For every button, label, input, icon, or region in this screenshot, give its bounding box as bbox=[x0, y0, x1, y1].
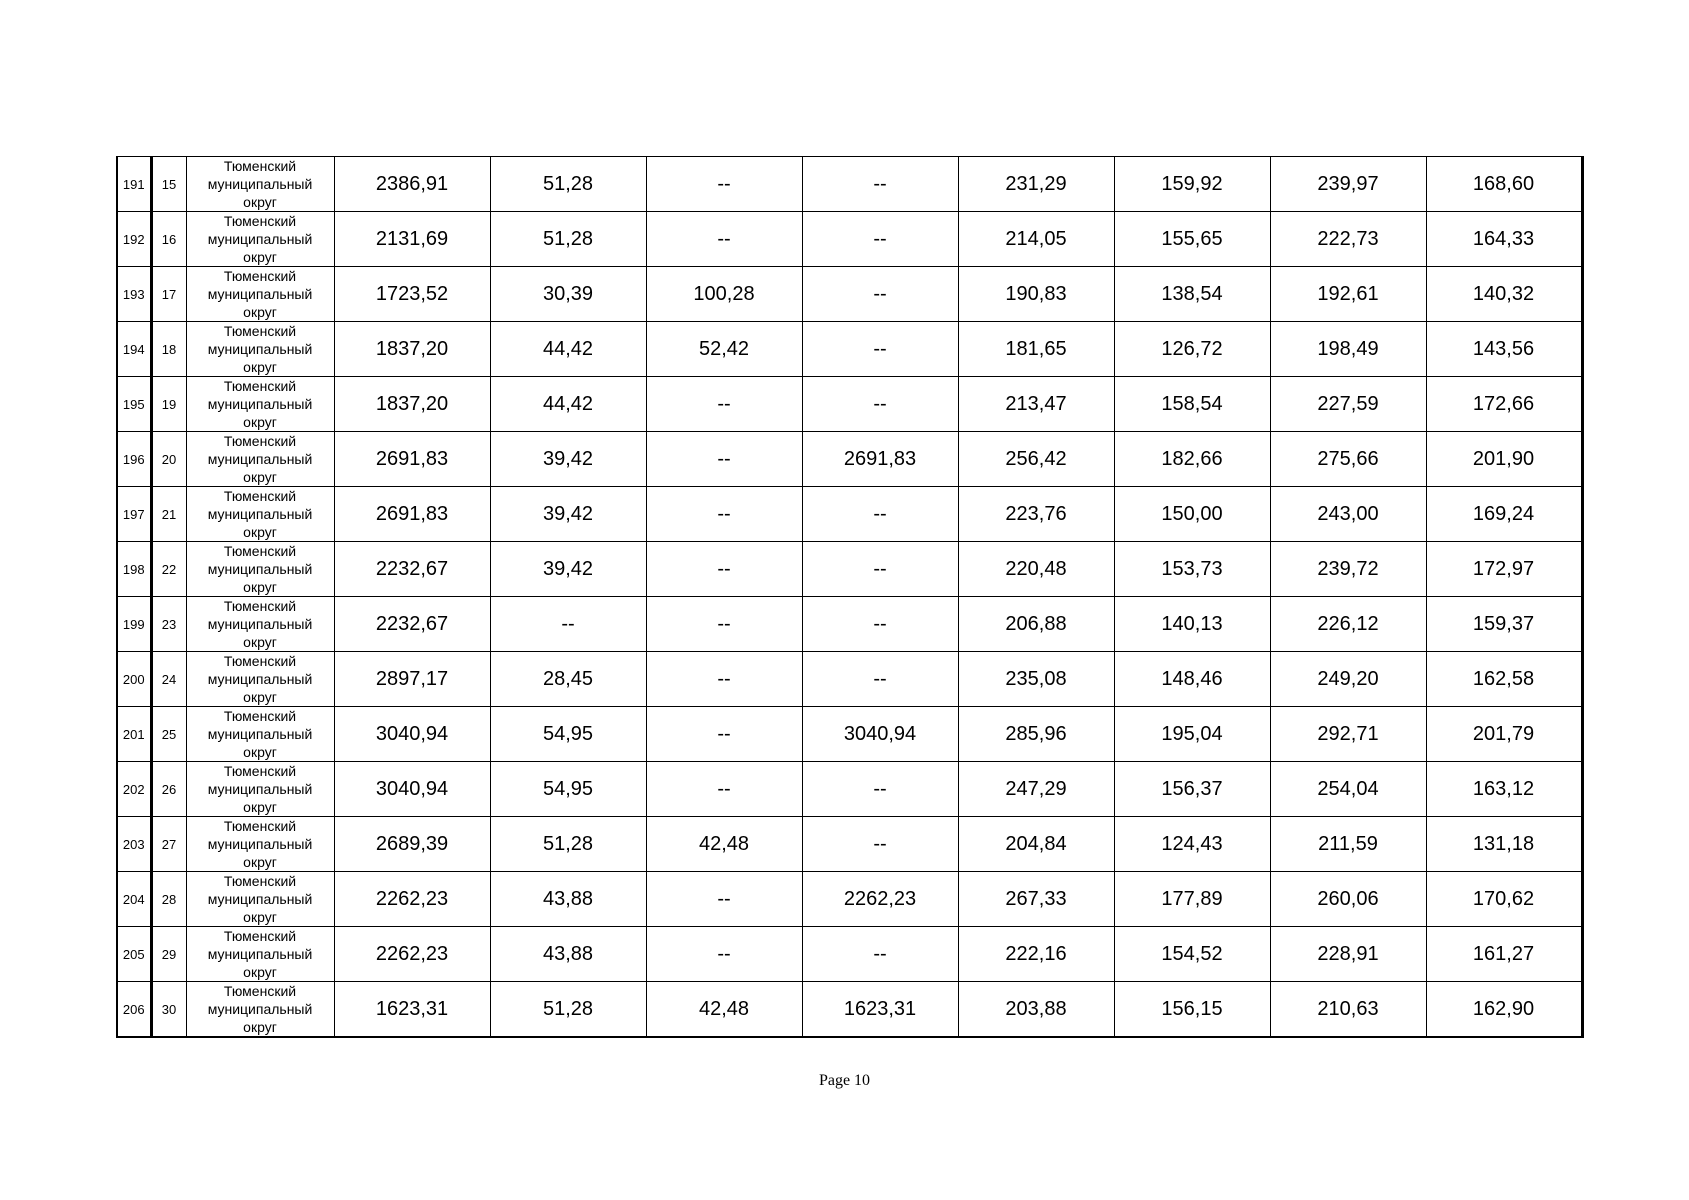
value-cell: 211,59 bbox=[1270, 817, 1426, 872]
row-index-cell: 202 bbox=[117, 762, 151, 817]
value-cell: 181,65 bbox=[958, 322, 1114, 377]
value-cell: 2691,83 bbox=[334, 432, 490, 487]
value-cell: 168,60 bbox=[1426, 157, 1582, 212]
value-cell: 51,28 bbox=[490, 212, 646, 267]
value-cell: 247,29 bbox=[958, 762, 1114, 817]
value-cell: -- bbox=[646, 542, 802, 597]
region-cell: Тюменский муниципальный округ bbox=[186, 982, 334, 1038]
value-cell: 51,28 bbox=[490, 817, 646, 872]
value-cell: 2262,23 bbox=[334, 872, 490, 927]
value-cell: 2131,69 bbox=[334, 212, 490, 267]
row-number-cell: 15 bbox=[151, 157, 186, 212]
region-cell: Тюменский муниципальный округ bbox=[186, 597, 334, 652]
value-cell: 42,48 bbox=[646, 982, 802, 1038]
region-cell: Тюменский муниципальный округ bbox=[186, 927, 334, 982]
value-cell: 163,12 bbox=[1426, 762, 1582, 817]
value-cell: 126,72 bbox=[1114, 322, 1270, 377]
row-number-cell: 17 bbox=[151, 267, 186, 322]
region-cell: Тюменский муниципальный округ bbox=[186, 707, 334, 762]
row-index-cell: 196 bbox=[117, 432, 151, 487]
table-row bbox=[117, 762, 1582, 817]
row-number-cell: 27 bbox=[151, 817, 186, 872]
value-cell: 44,42 bbox=[490, 322, 646, 377]
value-cell: 169,24 bbox=[1426, 487, 1582, 542]
value-cell: -- bbox=[646, 762, 802, 817]
value-cell: 214,05 bbox=[958, 212, 1114, 267]
value-cell: 154,52 bbox=[1114, 927, 1270, 982]
table-row bbox=[117, 157, 1582, 212]
region-cell: Тюменский муниципальный округ bbox=[186, 267, 334, 322]
value-cell: 44,42 bbox=[490, 377, 646, 432]
region-cell: Тюменский муниципальный округ bbox=[186, 872, 334, 927]
value-cell: 206,88 bbox=[958, 597, 1114, 652]
value-cell: 131,18 bbox=[1426, 817, 1582, 872]
value-cell: 201,79 bbox=[1426, 707, 1582, 762]
value-cell: 1837,20 bbox=[334, 377, 490, 432]
value-cell: 1623,31 bbox=[334, 982, 490, 1038]
value-cell: -- bbox=[646, 872, 802, 927]
table-row bbox=[117, 212, 1582, 267]
region-cell: Тюменский муниципальный округ bbox=[186, 432, 334, 487]
value-cell: 42,48 bbox=[646, 817, 802, 872]
value-cell: 292,71 bbox=[1270, 707, 1426, 762]
value-cell: 158,54 bbox=[1114, 377, 1270, 432]
table-row bbox=[117, 322, 1582, 377]
value-cell: 198,49 bbox=[1270, 322, 1426, 377]
value-cell: 170,62 bbox=[1426, 872, 1582, 927]
value-cell: -- bbox=[802, 212, 958, 267]
row-number-cell: 16 bbox=[151, 212, 186, 267]
row-number-cell: 28 bbox=[151, 872, 186, 927]
value-cell: -- bbox=[802, 322, 958, 377]
value-cell: 143,56 bbox=[1426, 322, 1582, 377]
value-cell: 100,28 bbox=[646, 267, 802, 322]
value-cell: 3040,94 bbox=[802, 707, 958, 762]
value-cell: 162,58 bbox=[1426, 652, 1582, 707]
value-cell: 231,29 bbox=[958, 157, 1114, 212]
value-cell: -- bbox=[802, 597, 958, 652]
row-index-cell: 200 bbox=[117, 652, 151, 707]
value-cell: 228,91 bbox=[1270, 927, 1426, 982]
table-row bbox=[117, 432, 1582, 487]
region-cell: Тюменский муниципальный округ bbox=[186, 542, 334, 597]
value-cell: 156,15 bbox=[1114, 982, 1270, 1038]
value-cell: 30,39 bbox=[490, 267, 646, 322]
value-cell: 2262,23 bbox=[334, 927, 490, 982]
value-cell: 155,65 bbox=[1114, 212, 1270, 267]
value-cell: 2232,67 bbox=[334, 597, 490, 652]
value-cell: 2897,17 bbox=[334, 652, 490, 707]
row-index-cell: 193 bbox=[117, 267, 151, 322]
row-index-cell: 203 bbox=[117, 817, 151, 872]
value-cell: -- bbox=[802, 157, 958, 212]
table-row bbox=[117, 267, 1582, 322]
row-index-cell: 205 bbox=[117, 927, 151, 982]
value-cell: 54,95 bbox=[490, 762, 646, 817]
value-cell: -- bbox=[646, 487, 802, 542]
value-cell: 177,89 bbox=[1114, 872, 1270, 927]
row-index-cell: 197 bbox=[117, 487, 151, 542]
row-index-cell: 204 bbox=[117, 872, 151, 927]
table-row bbox=[117, 542, 1582, 597]
value-cell: 159,92 bbox=[1114, 157, 1270, 212]
row-index-cell: 191 bbox=[117, 157, 151, 212]
row-number-cell: 30 bbox=[151, 982, 186, 1038]
value-cell: 226,12 bbox=[1270, 597, 1426, 652]
value-cell: 223,76 bbox=[958, 487, 1114, 542]
value-cell: 249,20 bbox=[1270, 652, 1426, 707]
value-cell: 43,88 bbox=[490, 872, 646, 927]
value-cell: 153,73 bbox=[1114, 542, 1270, 597]
region-cell: Тюменский муниципальный округ bbox=[186, 322, 334, 377]
row-index-cell: 201 bbox=[117, 707, 151, 762]
row-number-cell: 21 bbox=[151, 487, 186, 542]
value-cell: -- bbox=[646, 432, 802, 487]
region-cell: Тюменский муниципальный округ bbox=[186, 377, 334, 432]
value-cell: 267,33 bbox=[958, 872, 1114, 927]
value-cell: 1837,20 bbox=[334, 322, 490, 377]
value-cell: 2691,83 bbox=[802, 432, 958, 487]
value-cell: 285,96 bbox=[958, 707, 1114, 762]
table-body bbox=[117, 157, 1582, 1038]
value-cell: 150,00 bbox=[1114, 487, 1270, 542]
value-cell: 260,06 bbox=[1270, 872, 1426, 927]
value-cell: 39,42 bbox=[490, 432, 646, 487]
value-cell: 222,16 bbox=[958, 927, 1114, 982]
table-row bbox=[117, 487, 1582, 542]
value-cell: 159,37 bbox=[1426, 597, 1582, 652]
table-row bbox=[117, 377, 1582, 432]
value-cell: 148,46 bbox=[1114, 652, 1270, 707]
value-cell: 195,04 bbox=[1114, 707, 1270, 762]
value-cell: 227,59 bbox=[1270, 377, 1426, 432]
value-cell: -- bbox=[802, 487, 958, 542]
value-cell: 51,28 bbox=[490, 982, 646, 1038]
value-cell: -- bbox=[646, 212, 802, 267]
row-index-cell: 194 bbox=[117, 322, 151, 377]
value-cell: 210,63 bbox=[1270, 982, 1426, 1038]
value-cell: 256,42 bbox=[958, 432, 1114, 487]
value-cell: 201,90 bbox=[1426, 432, 1582, 487]
row-index-cell: 198 bbox=[117, 542, 151, 597]
value-cell: -- bbox=[802, 652, 958, 707]
value-cell: 2689,39 bbox=[334, 817, 490, 872]
value-cell: 239,97 bbox=[1270, 157, 1426, 212]
page-number: Page 10 bbox=[818, 1072, 871, 1089]
table-row bbox=[117, 872, 1582, 927]
region-cell: Тюменский муниципальный округ bbox=[186, 487, 334, 542]
value-cell: 3040,94 bbox=[334, 707, 490, 762]
value-cell: 124,43 bbox=[1114, 817, 1270, 872]
value-cell: 254,04 bbox=[1270, 762, 1426, 817]
value-cell: -- bbox=[646, 707, 802, 762]
region-cell: Тюменский муниципальный округ bbox=[186, 212, 334, 267]
value-cell: 43,88 bbox=[490, 927, 646, 982]
value-cell: 28,45 bbox=[490, 652, 646, 707]
row-number-cell: 23 bbox=[151, 597, 186, 652]
value-cell: 2232,67 bbox=[334, 542, 490, 597]
value-cell: 140,32 bbox=[1426, 267, 1582, 322]
row-index-cell: 195 bbox=[117, 377, 151, 432]
table-row bbox=[117, 817, 1582, 872]
value-cell: 172,66 bbox=[1426, 377, 1582, 432]
value-cell: 172,97 bbox=[1426, 542, 1582, 597]
value-cell: 3040,94 bbox=[334, 762, 490, 817]
value-cell: 161,27 bbox=[1426, 927, 1582, 982]
value-cell: 203,88 bbox=[958, 982, 1114, 1038]
value-cell: 235,08 bbox=[958, 652, 1114, 707]
table-row bbox=[117, 927, 1582, 982]
data-table bbox=[116, 156, 1584, 1038]
value-cell: -- bbox=[802, 542, 958, 597]
value-cell: 222,73 bbox=[1270, 212, 1426, 267]
value-cell: -- bbox=[802, 267, 958, 322]
table-row bbox=[117, 597, 1582, 652]
value-cell: -- bbox=[802, 377, 958, 432]
value-cell: 138,54 bbox=[1114, 267, 1270, 322]
value-cell: 156,37 bbox=[1114, 762, 1270, 817]
region-cell: Тюменский муниципальный округ bbox=[186, 817, 334, 872]
value-cell: 182,66 bbox=[1114, 432, 1270, 487]
value-cell: -- bbox=[646, 157, 802, 212]
region-cell: Тюменский муниципальный округ bbox=[186, 762, 334, 817]
value-cell: 54,95 bbox=[490, 707, 646, 762]
value-cell: -- bbox=[802, 817, 958, 872]
value-cell: 239,72 bbox=[1270, 542, 1426, 597]
region-cell: Тюменский муниципальный округ bbox=[186, 652, 334, 707]
table-row bbox=[117, 982, 1582, 1038]
value-cell: 1723,52 bbox=[334, 267, 490, 322]
value-cell: 2386,91 bbox=[334, 157, 490, 212]
value-cell: 192,61 bbox=[1270, 267, 1426, 322]
value-cell: 51,28 bbox=[490, 157, 646, 212]
value-cell: -- bbox=[646, 597, 802, 652]
value-cell: -- bbox=[646, 652, 802, 707]
value-cell: 164,33 bbox=[1426, 212, 1582, 267]
value-cell: 39,42 bbox=[490, 487, 646, 542]
value-cell: 190,83 bbox=[958, 267, 1114, 322]
row-number-cell: 19 bbox=[151, 377, 186, 432]
value-cell: 1623,31 bbox=[802, 982, 958, 1038]
value-cell: 275,66 bbox=[1270, 432, 1426, 487]
row-number-cell: 29 bbox=[151, 927, 186, 982]
value-cell: 213,47 bbox=[958, 377, 1114, 432]
region-cell: Тюменский муниципальный округ bbox=[186, 157, 334, 212]
value-cell: 204,84 bbox=[958, 817, 1114, 872]
row-number-cell: 22 bbox=[151, 542, 186, 597]
value-cell: 39,42 bbox=[490, 542, 646, 597]
value-cell: 162,90 bbox=[1426, 982, 1582, 1038]
value-cell: -- bbox=[490, 597, 646, 652]
value-cell: 2691,83 bbox=[334, 487, 490, 542]
row-index-cell: 206 bbox=[117, 982, 151, 1038]
row-number-cell: 25 bbox=[151, 707, 186, 762]
value-cell: 220,48 bbox=[958, 542, 1114, 597]
value-cell: -- bbox=[646, 927, 802, 982]
row-index-cell: 192 bbox=[117, 212, 151, 267]
table-row bbox=[117, 652, 1582, 707]
row-index-cell: 199 bbox=[117, 597, 151, 652]
value-cell: -- bbox=[802, 762, 958, 817]
value-cell: -- bbox=[802, 927, 958, 982]
row-number-cell: 20 bbox=[151, 432, 186, 487]
value-cell: 52,42 bbox=[646, 322, 802, 377]
value-cell: 140,13 bbox=[1114, 597, 1270, 652]
value-cell: 243,00 bbox=[1270, 487, 1426, 542]
row-number-cell: 24 bbox=[151, 652, 186, 707]
value-cell: 2262,23 bbox=[802, 872, 958, 927]
value-cell: -- bbox=[646, 377, 802, 432]
row-number-cell: 26 bbox=[151, 762, 186, 817]
table-row bbox=[117, 707, 1582, 762]
row-number-cell: 18 bbox=[151, 322, 186, 377]
